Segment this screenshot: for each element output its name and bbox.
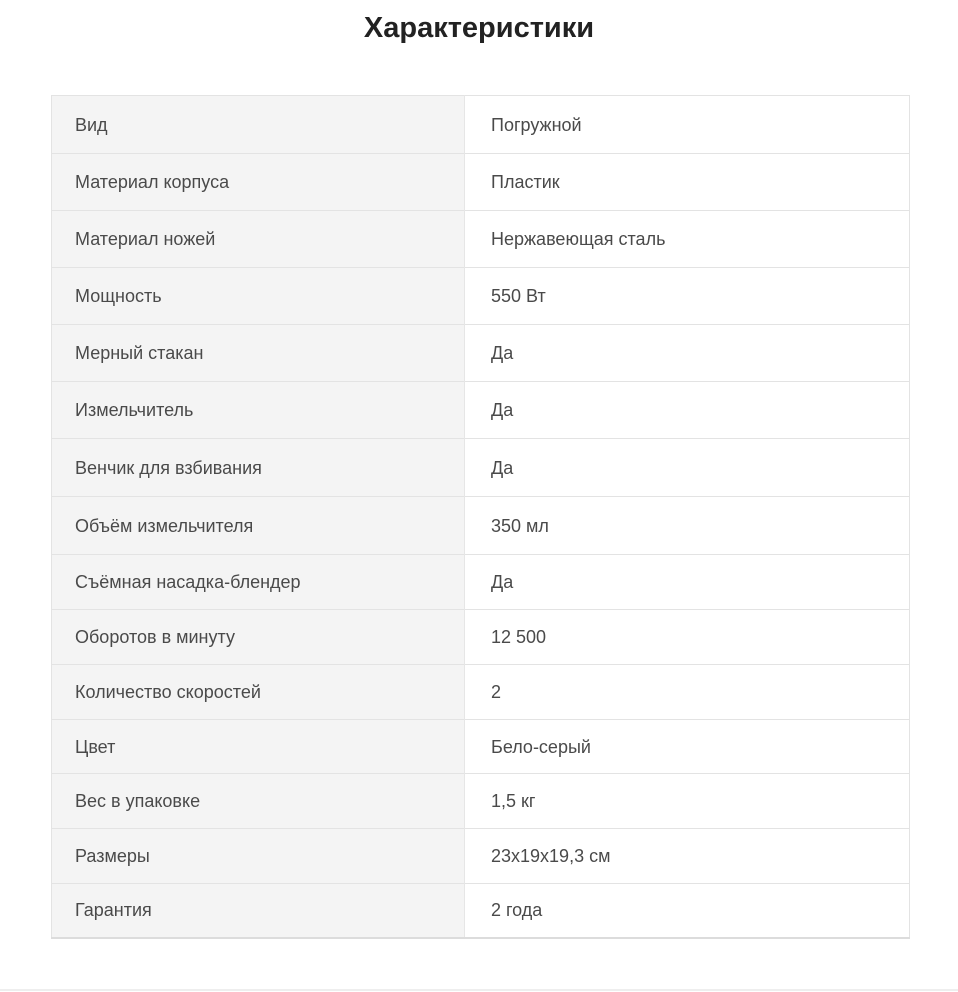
spec-value: 12 500 [465, 610, 910, 665]
table-row [52, 774, 910, 829]
spec-value: Нержавеющая сталь [465, 211, 910, 268]
spec-value: Бело-серый [465, 720, 910, 774]
spec-value: 2 [465, 665, 910, 720]
spec-name: Материал корпуса [52, 154, 465, 211]
page-title: Характеристики [363, 12, 595, 44]
spec-name: Мощность [52, 268, 465, 325]
table-row [52, 884, 910, 938]
table-row [52, 382, 910, 439]
specs-table [51, 95, 910, 939]
spec-value: Да [465, 382, 910, 439]
table-row [52, 610, 910, 665]
spec-value: Пластик [465, 154, 910, 211]
spec-value: 1,5 кг [465, 774, 910, 829]
table-row [52, 665, 910, 720]
spec-value: 2 года [465, 884, 910, 938]
spec-name: Измельчитель [52, 382, 465, 439]
spec-name: Венчик для взбивания [52, 439, 465, 497]
table-row [52, 720, 910, 774]
table-row [52, 325, 910, 382]
spec-name: Объём измельчителя [52, 497, 465, 555]
spec-value: Да [465, 555, 910, 610]
spec-name: Цвет [52, 720, 465, 774]
spec-value: 23x19x19,3 см [465, 829, 910, 884]
spec-name: Съёмная насадка-блендер [52, 555, 465, 610]
spec-name: Материал ножей [52, 211, 465, 268]
spec-name: Вес в упаковке [52, 774, 465, 829]
table-row [52, 497, 910, 555]
table-row [52, 439, 910, 497]
spec-value: Да [465, 325, 910, 382]
table-row [52, 211, 910, 268]
bottom-divider [0, 989, 958, 991]
spec-name: Количество скоростей [52, 665, 465, 720]
spec-name: Размеры [52, 829, 465, 884]
spec-name: Гарантия [52, 884, 465, 938]
spec-value: 550 Вт [465, 268, 910, 325]
spec-value: 350 мл [465, 497, 910, 555]
spec-value: Да [465, 439, 910, 497]
table-row [52, 268, 910, 325]
table-row [52, 154, 910, 211]
table-row [52, 555, 910, 610]
table-row [52, 96, 910, 154]
spec-name: Оборотов в минуту [52, 610, 465, 665]
spec-name: Мерный стакан [52, 325, 465, 382]
spec-name: Вид [52, 96, 465, 154]
spec-value: Погружной [465, 96, 910, 154]
table-row [52, 829, 910, 884]
